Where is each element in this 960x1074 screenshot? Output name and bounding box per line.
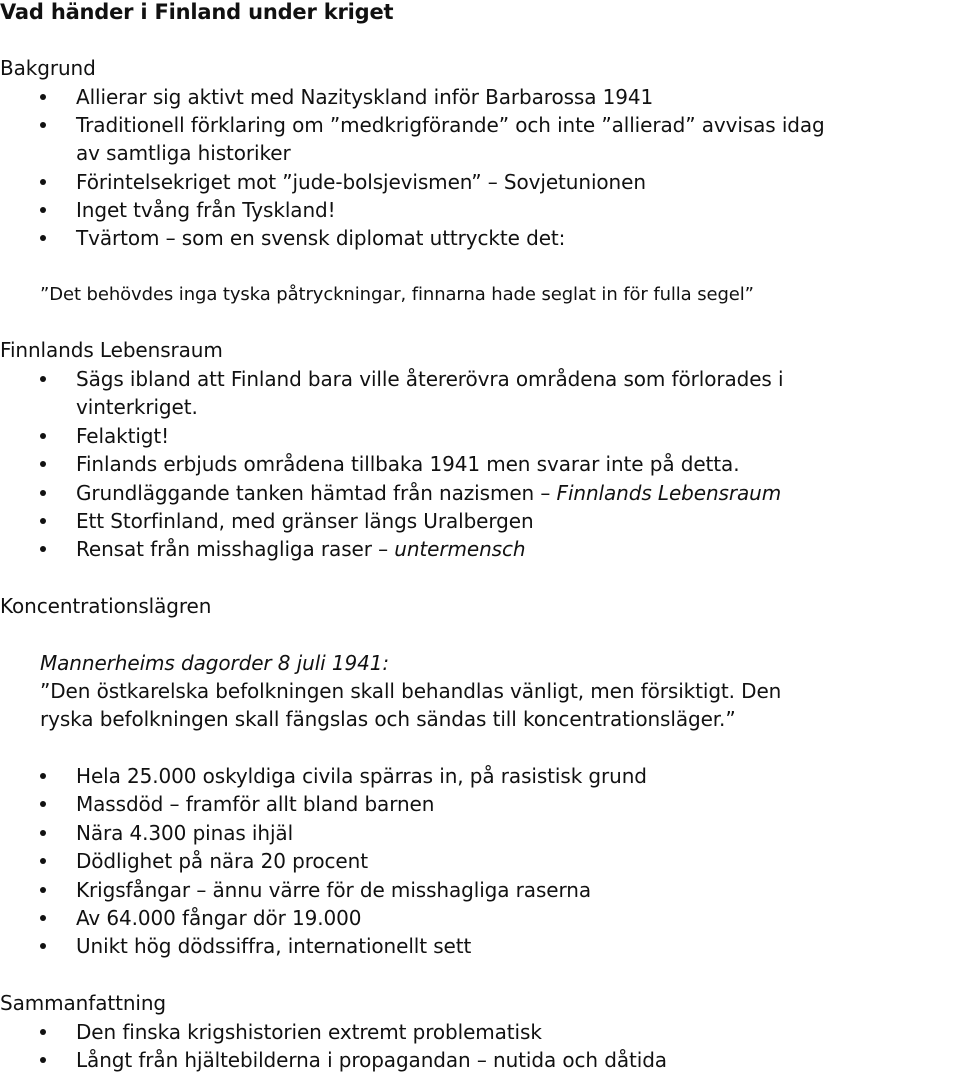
bullet-icon [40, 376, 46, 382]
bullet-icon [40, 490, 46, 496]
bullet-icon [40, 801, 46, 807]
bullet-icon [40, 915, 46, 921]
bullet-icon [40, 94, 46, 100]
bullet-icon [40, 235, 46, 241]
order-quote-line: ryska befolkningen skall fängslas och sändas till koncentrationsläger.” [40, 707, 736, 731]
bullet-icon [40, 773, 46, 779]
bullet-icon [40, 858, 46, 864]
page-title: Vad händer i Finland under kriget [0, 0, 394, 24]
diplomat-quote: ”Det behövdes inga tyska påtryckningar, finnarna hade seglat in för fulla segel” [40, 284, 754, 305]
bullet-icon [40, 830, 46, 836]
section-heading-bakgrund: Bakgrund [0, 56, 96, 80]
bullet-icon [40, 1029, 46, 1035]
section-heading-lager: Koncentrationslägren [0, 594, 212, 618]
bullet-icon [40, 122, 46, 128]
section-heading-lebensraum: Finnlands Lebensraum [0, 338, 223, 362]
bullet-icon [40, 943, 46, 949]
bullet-icon [40, 518, 46, 524]
bullet-icon [40, 887, 46, 893]
bullet-icon [40, 1057, 46, 1063]
bullet-icon [40, 179, 46, 185]
bullet-icon [40, 546, 46, 552]
order-quote-line: ”Den östkarelska befolkningen skall behandlas vänligt, men försiktigt. Den [40, 679, 782, 703]
bullet-icon [40, 207, 46, 213]
bullet-icon [40, 461, 46, 467]
section-heading-sammanfattning: Sammanfattning [0, 991, 167, 1015]
order-heading: Mannerheims dagorder 8 juli 1941: [40, 651, 389, 675]
bullet-icon [40, 433, 46, 439]
